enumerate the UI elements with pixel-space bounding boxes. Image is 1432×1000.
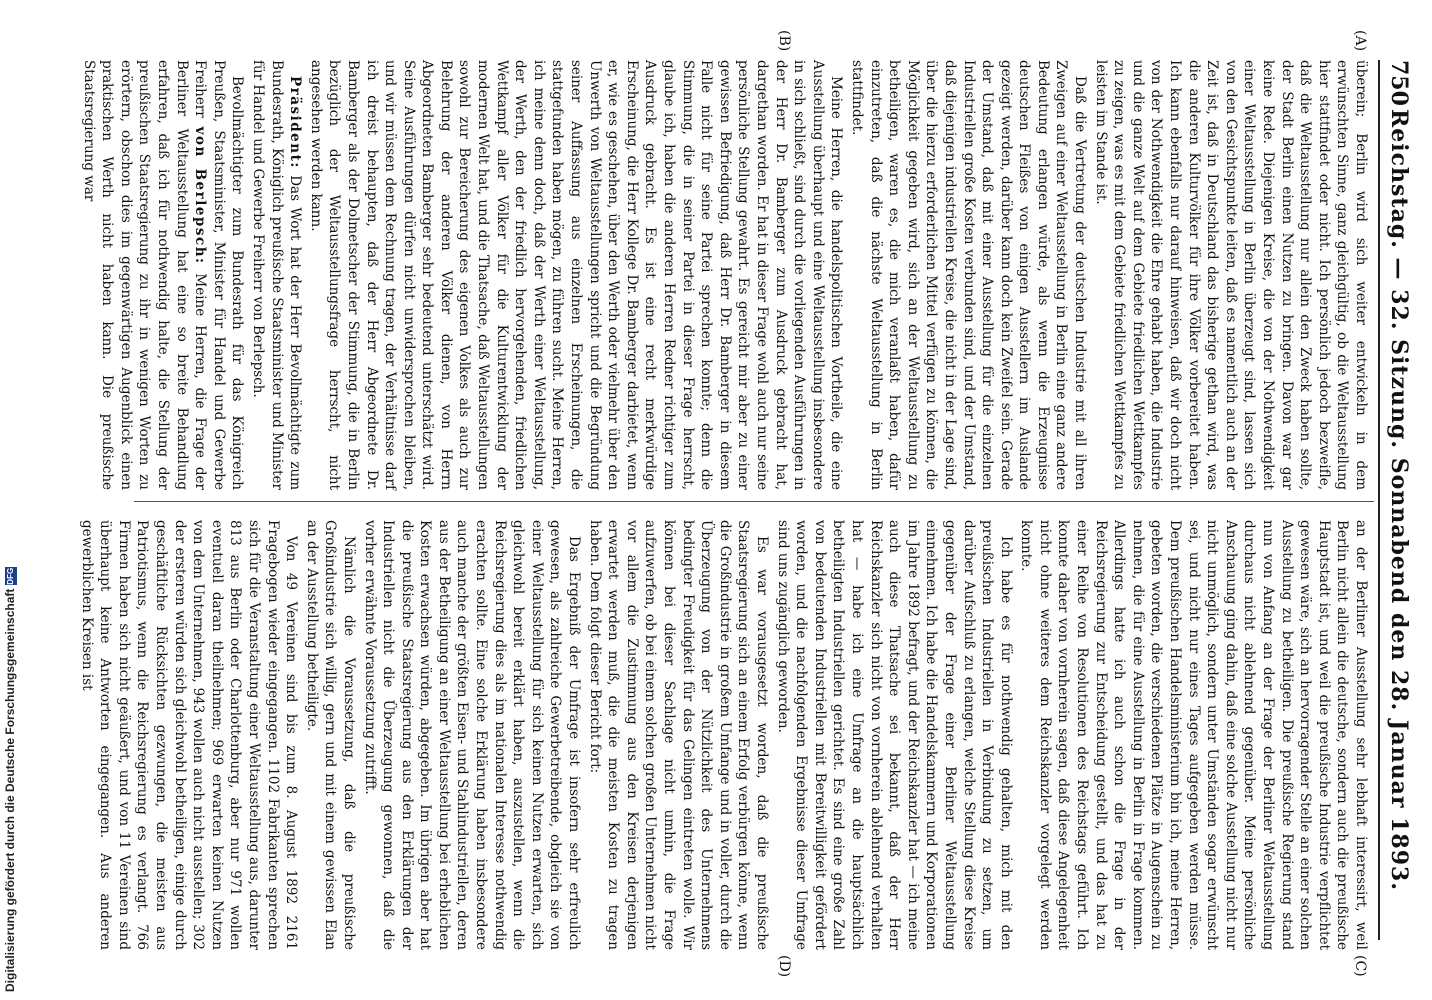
speaker-name: von Berlepsch: [192, 126, 209, 265]
running-title: Reichstag. — 32. Sitzung. Sonnabend den 28. Januar 1893. [1386, 109, 1412, 891]
speaker-intro: Bevollmächtigter zum Bundesrath für das Königreich Preußen, Staatsminister, Minister für Handel und Gewerbe Freiherr [192, 60, 246, 490]
dfg-logo-icon: DFG [5, 567, 15, 585]
margin-marker-a: (A) [1352, 30, 1368, 52]
speaker-label: Präsident: [287, 76, 304, 169]
margin-marker-d: (D) [776, 955, 792, 978]
paragraph: Daß die Vertretung der deutschen Industrie mit all ihren Zweigen auf einer Weltausstellung in Berlin eine ganz andere Bedeutung erlangen würde, als wenn die Erzeugnisse deutschen Fleißes von einigen Ausstellern im Auslande gezeigt werden, darüber kann doch kein Zweifel sein. Gerade der Umstand, daß mit einer Ausstellung für die einzelnen Industriellen große Kosten verbunden sind, und der Umstand, daß diejenigen industriellen Kreise, die nicht in der Lage sind, über die hierzu erforderlichen Mittel verfügen zu können, die Möglichkeit gegeben wird, sich an der Weltausstellung zu betheiligen, waren es, die mich veranlaßt haben, dafür einzutreten, daß die nächste Weltausstellung in Berlin stattfindet. [848, 60, 1089, 490]
margin-marker-c: (C) [1352, 955, 1368, 977]
president-paragraph [248, 60, 304, 490]
speech-text: Das Wort hat der Herr Bevollmächtigte zum Bundesrath, Königlich preußische Staatsminister und Minister für Handel und Gewerbe Freiherr von Berlepsch. [249, 60, 304, 490]
header-rule [1378, 60, 1380, 940]
paragraph: an der Berliner Ausstellung sehr lebhaft interessirt, weil Berlin nicht allein die deutsche, sondern auch die preußische Hauptstadt ist, und weil die preußische Industrie verpflichtet gewesen wäre, sich an hervorragender Stelle an einer solchen Ausstellung zu betheiligen. Die preußische Regierung stand nun von Anfang an der Frage der Berliner Weltausstellung durchaus nicht ablehnend gegenüber. Meine persönliche Anschauung ging dahin, daß eine solche Ausstellung nicht nur nicht unmöglich, sondern unter Umständen sogar erwünscht sei, und nicht nur eines Tages aufgegeben werden müsse. Dem preußischen Handelsministerium bin ich, meine Herren, gebeten worden, die verschiedenen Plätze in Augenschein zu nehmen, die für eine Ausstellung in Berlin in Frage kommen. Allerdings hatte ich auch schon die Frage in der Reichsregierung zur Entscheidung gestellt, und das hat zu einer Reihe von Resolutionen des Reichstags geführt. Ich konnte daher von vornherein sagen, daß diese Angelegenheit nicht ohne weiteres dem Reichskanzler vorgelegt werden konnte. [1018, 520, 1369, 950]
paragraph: Meine Herren, die handelspolitischen Vortheile, die eine Ausstellung überhaupt und eine Weltausstellung insbesondere in sich schließt, sind durch die vorliegenden Ausführungen in der Herr Dr. Bamberger zum Ausdruck gebracht hat, dargethan worden. Er hat in dieser Frage wohl auch nur seine persönliche Stellung gewahrt. Es gereicht mir aber zu einer gewissen Befriedigung, daß Herr Dr. Bamberger in diesem Falle nicht für seine Partei sprechen konnte; denn die Stimmung, die in seiner Partei in dieser Frage herrscht, glaube ich, haben die anderen Herren Redner richtiger zum Ausdruck gebracht. Es ist eine recht merkwürdige Erscheinung, die Herr Kollege Dr. Bamberger darbietet, wenn er, wie es geschehen, über den Werth oder vielmehr über den Unwerth von Weltausstellungen spricht und die Begründung seiner Auffassung aus einzelnen Erscheinungen, die stattgefunden haben mögen, zu führen sucht. Meine Herren, ich meine denn doch, daß der Werth einer Weltausstellung, der Werth, den der friedlich hervorgehenden, friedlichen Wettkampf aller Völker für die Kulturentwicklung der modernen Welt hat, und die Thatsache, daß Weltausstellungen sowohl zur Bereicherung des eigenen Volkes als auch zur Belehrung der anderen Völker dienen, von Herrn Abgeordneten Bamberger sehr bedeutend unterschätzt wird. Seine Ausführungen dürfen nicht unwidersprochen bleiben, und wir müssen dem Rechnung tragen, der Verhältnisse darf ich dreist behaupten, daß der Herr Abgeordnete Dr. Bamberger als der Dolmetscher der Stimmung, die in Berlin bezüglich der Weltausstellungsfrage herrscht, nicht angesehen werden kann. [307, 60, 845, 490]
minister-paragraph [79, 60, 246, 490]
left-column [77, 60, 1370, 490]
footer-text: Digitalisierung gefördert durch die Deutsche Forschungsgemeinschaft [3, 588, 17, 992]
right-column [75, 520, 1370, 950]
speech-text: Meine Herren, die Frage der Berliner Weltausstellung hat eine so breite Behandlung erfahren, daß ich für nothwendig halte, die Stellung der preußischen Staatsregierung zu ihr in wenigen Worten zu erörtern, obschon dies im gegenwärtigen Augenblick einen praktischen Werth nicht haben kann. Die preußische Staatsregierung war [80, 60, 209, 490]
footer-strip [0, 0, 20, 1000]
page-number: 750 [1386, 60, 1412, 106]
margin-marker-b: (B) [776, 30, 792, 52]
paragraph: Von 49 Vereinen sind bis zum 8. August 1892 2161 Fragebogen wieder eingegangen. 1102 Fabrikanten sprechen sich für die Veranstaltung einer Weltausstellung aus, darunter 813 aus Berlin oder Charlottenburg, aber nur 971 wollen eventuell daran theilnehmen; 969 erwarten keinen Nutzen von dem Unternehmen, 943 wollen auch nicht ausstellen; 302 der ersteren würden sich gleichwohl betheiligen, einige durch geschäftliche Rücksichten gezwungen, die meisten aus Patriotismus, wenn die Reichsregierung es verlangt. 766 Firmen haben sich nicht geäußert, und von 11 Vereinen sind überhaupt keine Antworten eingegangen. Aus anderen gewerblichen Kreisen ist [78, 520, 300, 950]
paragraph: Es war vorausgesetzt worden, daß die preußische Staatsregierung sich an einem Erfolg verbürgen könne, wenn die Großindustrie in großem Umfange und in voller, durch die Überzeugung von der Nützlichkeit des Unternehmens bedingter Freudigkeit für das Gelingen eintreten wolle. Wir können bei dieser Sachlage nicht umhin, die Frage aufzuwerfen, ob bei einem solchen großen Unternehmen nicht vor allem die Zustimmung aus den Kreisen derjenigen erwartet werden muß, die die meisten Kosten zu tragen haben. Dem folgt dieser Bericht fort: [586, 520, 770, 950]
column-divider [134, 501, 1374, 502]
paragraph: Ich habe es für nothwendig gehalten, mich mit den preußischen Industriellen in Verbindung zu setzen, um darüber Aufschluß zu erlangen, welche Stellung diese Kreise gegenüber der Frage einer Berliner Weltausstellung einnehmen. Ich habe die Handelskammern und Korporationen im Jahre 1892 befragt, und der Reichskanzler hat — ich meine auch diese Thatsache sei bekannt, daß der Herr Reichskanzler sich nicht von vornherein ablehnend verhalten hat — habe ich eine Umfrage an die hauptsächlich betheiligten Industriellen gerichtet. Es sind eine große Zahl von bedeutenden Industriellen mit Bereitwilligkeit gefördert worden, und die nachfolgenden Ergebnisse dieser Umfrage sind uns zugänglich geworden. [774, 520, 1014, 950]
paragraph: Nämlich die Voraussetzung, daß die preußische Großindustrie sich willig, gern und mit einem gewissen Elan an der Ausstellung betheiligte. [303, 520, 357, 950]
digitization-footer [0, 0, 20, 1000]
paragraph: überein; Berlin wird sich weiter entwickeln in dem erwünschten Sinne, ganz gleichgültig, ob die Weltausstellung hier stattfindet oder nicht. Ich persönlich jedoch bezweifle, daß die Weltausstellung nur allein den Zweck haben sollte, der Stadt Berlin einen Nutzen zu bringen. Davon war gar keine Rede. Diejenigen Kreise, die von der Nothwendigkeit einer Weltausstellung in Berlin überzeugt sind, lassen sich von den Gesichtspunkte leiten, daß es namentlich auch an der Zeit ist, daß in Deutschland das bisherige gethan wird, was die anderen Kulturvölker für ihre Völker vorbereitet haben. Ich kann ebenfalls nur darauf hinweisen, daß wir doch nicht von der Nothwendigkeit die Ehre gehabt haben, die Industrie und die ganze Welt auf dem Gebiete friedlichen Wettkampfes zu zeigen, was es mit dem Gebiete friedlichen Wettkampfes zu leisten im Stande ist. [1092, 60, 1369, 490]
page-header [1382, 60, 1412, 940]
paragraph: Das Ergebniß der Umfrage ist insofern sehr erfreulich gewesen, als zahlreiche Gewerbetreibende, obgleich sie von einer Weltausstellung für sich keinen Nutzen erwarten, sich gleichwohl bereit erklärt haben, auszustellen, wenn die Reichsregierung dies als im nationalen Interesse nothwendig erachten sollte. Eine solche Erklärung haben insbesondere auch manche der größten Eisen- und Stahlindustriellen, deren aus der Betheiligung an einer Weltausstellung bei erheblichen Kosten erwachsen würden, abgegeben. Im übrigen aber hat die preußische Staatsregierung aus den Erklärungen der Industriellen nicht die Überzeugung gewonnen, daß die vorher erwähnte Voraussetzung zutrifft. [361, 520, 583, 950]
